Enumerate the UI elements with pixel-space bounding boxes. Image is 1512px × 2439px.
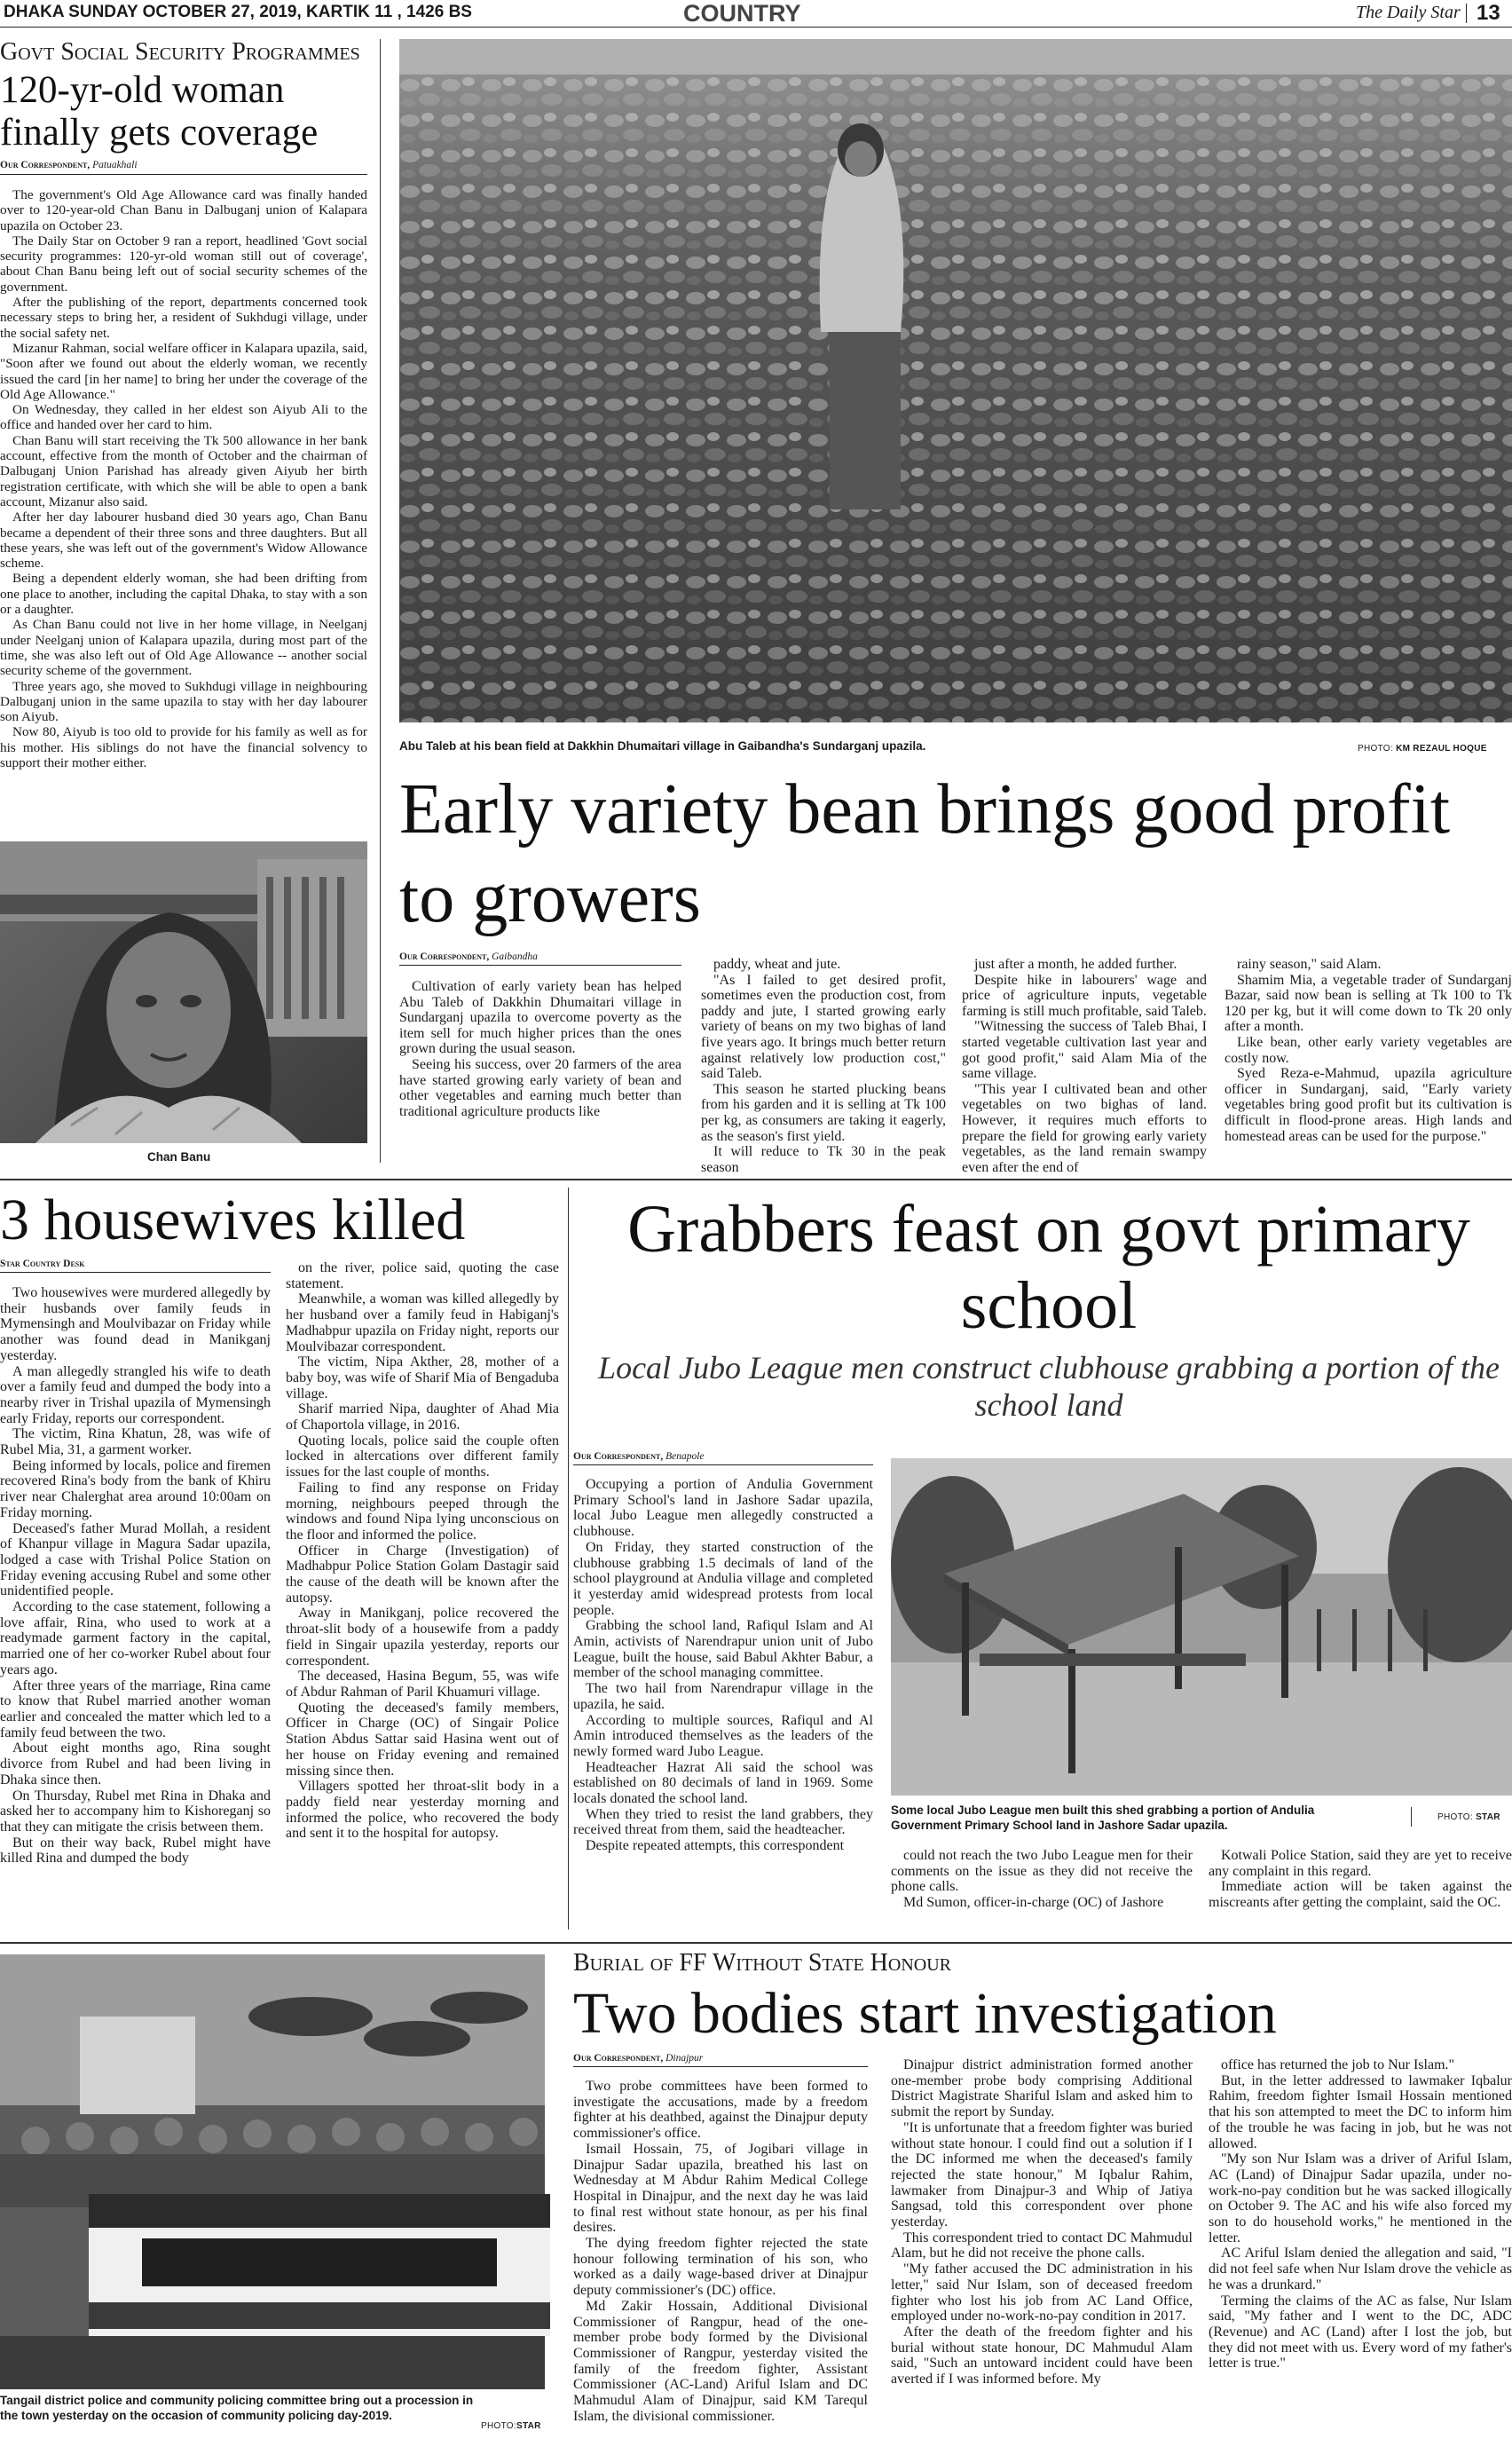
housewives-headline: 3 housewives killed xyxy=(0,1188,466,1252)
paragraph: But on their way back, Rubel might have killed Rina and dumped the body xyxy=(0,1835,271,1867)
paragraph: Chan Banu will start receiving the Tk 500 allowance in her bank account, effective from the month of October and the chairman of Dalbuganj Union Parishad has already given Aiyub her birth registration certificate, with which she will be able to open a bank account, Mizanur also said. xyxy=(0,432,367,509)
paragraph: Two probe committees have been formed to investigate the accusations, made by a freedom fighter at his deathbed, against the Dinajpur deputy commissioner's office. xyxy=(573,2079,868,2142)
paragraph: The dying freedom fighter rejected the state honour following termination of his son, who worked as a daily wage-based driver at Dinajpur deputy commissioner's (DC) office. xyxy=(573,2236,868,2299)
grabbers-col-2 xyxy=(891,1848,1193,1928)
byline: Our Correspondent, Patuakhali xyxy=(0,160,367,175)
paragraph: This correspondent tried to contact DC Mahmudul Alam, but he did not receive the phone calls. xyxy=(891,2230,1193,2261)
paragraph: Deceased's father Murad Mollah, a resident of Khanpur village in Magura Sadar upazila, lodged a case with Trishal Police Station on Friday evening accusing Rubel and some other unidentified people. xyxy=(0,1520,271,1599)
paragraph: on the river, police said, quoting the case statement. xyxy=(286,1260,559,1291)
paragraph: Md Zakir Hossain, Additional Divisional Commissioner of Rangpur, head of the one-member probe body formed by the Divisional Commissioner of Rangpur, yesterday visited the family of the freedom fighter, Assistant Commissioner (AC-Land) Ariful Islam and DC Mahmudul Alam of Dinajpur, said KM Tarequl Islam, the divisional commissioner. xyxy=(573,2298,868,2424)
paragraph: Ismail Hossain, 75, of Jogibari village in Dinajpur Sadar upazila, breathed his last on Wednesday at M Abdur Rahim Medical College Hospital in Dinajpur, and the next day he was laid to final rest without state honour, as per his final desires. xyxy=(573,2141,868,2236)
kicker: Govt Social Security Programmes xyxy=(0,38,360,66)
paragraph: Headteacher Hazrat Ali said the school was established on 80 decimals of land in 1969. Some locals donated the school land. xyxy=(573,1759,873,1807)
paragraph: Like bean, other early variety vegetables are costly now. xyxy=(1225,1034,1512,1066)
paragraph: When they tried to resist the land grabbers, they received threat from them, said the headteacher. xyxy=(573,1806,873,1838)
paragraph: It will reduce to Tk 30 in the peak season xyxy=(701,1144,946,1175)
paragraph: Despite repeated attempts, this correspondent xyxy=(586,1838,845,1854)
paragraph: Kotwali Police Station, said they are yet to receive any complaint in this regard. xyxy=(1209,1848,1512,1879)
paragraph: rainy season," said Alam. xyxy=(1237,957,1382,972)
chan-banu-photo xyxy=(0,841,367,1143)
bean-col-3 xyxy=(962,957,1207,1175)
shed-photo xyxy=(891,1458,1512,1796)
paragraph: office has returned the job to Nur Islam." xyxy=(1221,2057,1455,2072)
paragraph: Immediate action will be taken against the miscreants after getting the complaint, said the OC. xyxy=(1209,1879,1512,1911)
paragraph: Three years ago, she moved to Sukhdugi village in neighbouring Dalbuganj union in the same upazila to stay with her day labourer son Aiyub. xyxy=(0,678,367,725)
paragraph: Grabbing the school land, Rafiqul Islam and Al Amin, activists of Narendrapur union unit of Jubo League, built the house, said Babul Akhter Babur, a member of the school managing committee. xyxy=(573,1618,873,1681)
paragraph: The deceased, Hasina Begum, 55, was wife of Abdur Rahman of Paril Khuamuri village. xyxy=(286,1669,559,1700)
procession-caption: Tangail district police and community policing committee bring out a procession in the town yesterday on the occasion of community policing day-2019. xyxy=(0,2394,474,2422)
ff-col-2 xyxy=(891,2057,1193,2434)
paragraph: "This year I cultivated bean and other vegetables on two bighas of land. However, it requires much efforts to prepare the field for growing early variety vegetables, as the land remain swampy even after the end of xyxy=(962,1081,1207,1175)
paragraph: Two housewives were murdered allegedly by their husbands over family feuds in Mymensingh and Moulvibazar on Friday while another was found dead in Manikganj yesterday. xyxy=(0,1285,271,1363)
ff-kicker: Burial of FF Without State Honour xyxy=(573,1949,952,1977)
article-body xyxy=(0,187,367,810)
housewives-byline: Star Country Desk xyxy=(0,1259,271,1273)
paragraph: On Wednesday, they called in her eldest son Aiyub Ali to the office and handed over her card to him. xyxy=(0,402,367,433)
paper-name: The Daily Star xyxy=(1356,3,1461,22)
paragraph: Dinajpur district administration formed another one-member probe body comprising Additional District Magistrate Shariful Islam and asked him to submit the report by Sunday. xyxy=(891,2057,1193,2120)
procession-credit: PHOTO:STAR xyxy=(481,2421,541,2431)
paragraph: After three years of the marriage, Rina came to know that Rubel married another woman earlier and concealed the matter which led to a family feud between the two. xyxy=(0,1677,271,1740)
ff-col-1 xyxy=(573,2079,868,2434)
paragraph: "As I failed to get desired profit, sometimes even the production cost, from paddy and jute, I started growing early variety of beans on my two bighas of land five years ago. It brings much better return against relatively low production cost," said Taleb. xyxy=(701,972,946,1082)
date-line: DHAKA SUNDAY OCTOBER 27, 2019, KARTIK 11 , 1426 BS xyxy=(4,3,472,21)
paragraph: Shamim Mia, a vegetable trader of Sundarganj Bazar, said now bean is selling at Tk 100 to Tk 120 per kg, but it will come down to Tk 20 only after a month. xyxy=(1225,972,1512,1035)
paragraph: Being informed by locals, police and firemen recovered Rina's body from the bank of Khiru river near Chalerghat area around 10:00am on Friday morning. xyxy=(0,1457,271,1520)
masthead xyxy=(0,0,1512,28)
paragraph: paddy, wheat and jute. xyxy=(713,957,841,972)
bean-byline: Our Correspondent, Gaibandha xyxy=(399,951,681,966)
paragraph: just after a month, he added further. xyxy=(974,957,1177,972)
paragraph: Quoting locals, police said the couple often locked in altercations over different family issues for the last couple of months. xyxy=(286,1433,559,1480)
housewives-col-1 xyxy=(0,1285,271,1924)
grabbers-headline: Grabbers feast on govt primary school xyxy=(627,1192,1470,1343)
ff-col-3 xyxy=(1209,2057,1512,2434)
paragraph: As Chan Banu could not live in her home village, in Neelganj under Neelganj union of Kalapara upazila, during most part of the time, she was also left out of Old Age Allowance -- another social security scheme of the government. xyxy=(0,617,367,679)
section-name: COUNTRY xyxy=(683,0,801,27)
paragraph: The two hail from Narendrapur village in the upazila, he said. xyxy=(573,1681,873,1712)
bean-col-4 xyxy=(1225,957,1512,1165)
paragraph: A man allegedly strangled his wife to death over a family feud and dumped the body into a nearby river in Trishal upazila of Mymensingh early Friday, reports our correspondent. xyxy=(0,1363,271,1426)
procession-photo xyxy=(0,1954,545,2389)
grabbers-col-1 xyxy=(573,1477,873,1928)
paragraph: Away in Manikganj, police recovered the throat-slit body of a housewife from a paddy field in Singair upazila yesterday, reports our correspondent. xyxy=(286,1606,559,1669)
grabbers-subheadline: Local Jubo League men construct clubhouse grabbing a portion of the school land xyxy=(598,1350,1500,1423)
grabbers-byline: Our Correspondent, Benapole xyxy=(573,1451,873,1465)
paragraph: Despite hike in labourers' wage and price of agriculture inputs, vegetable farming is still much profitable, said Taleb. xyxy=(962,972,1207,1019)
paragraph: The victim, Nipa Akther, 28, mother of a baby boy, was wife of Sharif Mia of Bengaduba village. xyxy=(286,1354,559,1401)
bean-photo-credit: PHOTO: KM REZAUL HOQUE xyxy=(1358,744,1487,754)
paragraph: Sharif married Nipa, daughter of Ahad Mia of Chaportola village, in 2016. xyxy=(286,1401,559,1433)
paragraph: Md Sumon, officer-in-charge (OC) of Jashore xyxy=(903,1895,1164,1911)
shed-caption: Some local Jubo League men built this shed grabbing a portion of Andulia Government Primary School land in Jashore Sadar upazila. xyxy=(891,1804,1315,1832)
paragraph: The government's Old Age Allowance card was finally handed over to 120-year-old Chan Banu in Dalbuganj union of Kalapara upazila on October 23. xyxy=(0,187,367,233)
ff-headline: Two bodies start investigation xyxy=(573,1981,1277,2046)
paragraph: This season he started plucking beans from his garden and it is selling at Tk 100 per kg, as consumers are taking it eagerly, as the season's first yield. xyxy=(701,1081,946,1144)
paragraph: could not reach the two Jubo League men for their comments on the issue as they did not receive the phone calls. xyxy=(891,1848,1193,1895)
paragraph: Failing to find any response on Friday morning, neighbours peeped through the windows and found Nipa lying unconscious on the floor and informed the police. xyxy=(286,1480,559,1543)
paragraph: "It is unfortunate that a freedom fighter was buried without state honour. I could find out a solution if I the DC informed me when the deceased's family rejected the state honour," M Iqbalur Rahim, lawmaker from Dinajpur-3 and Whip of Jatiya Sangsad, told this correspondent over phone yesterday. xyxy=(891,2119,1193,2230)
paragraph: Officer in Charge (Investigation) of Madhabpur Police Station Golam Dastagir said the cause of the death will be known after the autopsy. xyxy=(286,1543,559,1606)
paragraph: The victim, Rina Khatun, 28, was wife of Rubel Mia, 31, a garment worker. xyxy=(0,1426,271,1458)
ff-byline: Our Correspondent, Dinajpur xyxy=(573,2053,868,2067)
paragraph: About eight months ago, Rina sought divorce from Rubel and had been living in Dhaka since then. xyxy=(0,1740,271,1788)
headline: 120-yr-old woman finally gets coverage xyxy=(0,69,319,154)
paragraph: "My father accused the DC administration in his letter," said Nur Islam, son of deceased freedom fighter who lost his job from AC Land Office, employed under no-work-no-pay condition in 2017. xyxy=(891,2261,1193,2325)
shed-credit: PHOTO: STAR xyxy=(1437,1812,1500,1822)
bean-photo-caption: Abu Taleb at his bean field at Dakkhin Dhumaitari village in Gaibandha's Sundarganj upazila. xyxy=(399,739,926,753)
bean-col-1 xyxy=(399,979,681,1165)
paragraph: After the publishing of the report, departments concerned took necessary steps to bring her, a resident of Sukhdugi village, under the social safety net. xyxy=(0,295,367,341)
paragraph: Syed Reza-e-Mahmud, upazila agriculture officer in Sundarganj, said, "Early variety vegetables bring good profit but its cultivation is difficult in flood-prone areas. High lands and homestead areas can be used for the purpose." xyxy=(1225,1066,1512,1144)
paragraph: Now 80, Aiyub is too old to provide for his family as well as for his mother. His siblings do not have the financial solvency to support their mother either. xyxy=(0,724,367,770)
bean-headline: Early variety bean brings good profit to growers xyxy=(399,770,1451,937)
paragraph: "My son Nur Islam was a driver of Ariful Islam, AC (Land) of Dinajpur Sadar upazila, under no-work-no-pay condition but he was sacked illogically on October 9. The AC and his wife also forced my son to do household works," he mentioned in the letter. xyxy=(1209,2151,1512,2246)
paragraph: "Witnessing the success of Taleb Bhai, I started vegetable cultivation last year and got good profit," said Alam Mia of the same village. xyxy=(962,1019,1207,1082)
paragraph: Cultivation of early variety bean has helped Abu Taleb of Dakkhin Dhumaitari village in Sundarganj upazila to overcome poverty as the item sell for much higher prices than the ones grown during the usual season. xyxy=(399,979,681,1057)
paragraph: The Daily Star on October 9 ran a report, headlined 'Govt social security programmes: 120-yr-old woman still out of coverage', about Chan Banu being left out of social security schemes of the government. xyxy=(0,233,367,295)
paragraph: Being a dependent elderly woman, she had been drifting from one place to another, including the capital Dhaka, to stay with a son or a daughter. xyxy=(0,571,367,618)
page-number: 13 xyxy=(1477,1,1500,25)
allowance-story xyxy=(0,39,367,810)
paragraph: On Friday, they started construction of the clubhouse grabbing 1.5 decimals of land of the school playground at Andulia village and completed it yesterday amid widespread protests from local people. xyxy=(573,1539,873,1618)
paragraph: Occupying a portion of Andulia Government Primary School's land in Jashore Sadar upazila, local Jubo League men allegedly constructed a clubhouse. xyxy=(573,1477,873,1540)
bean-field-photo xyxy=(399,39,1512,722)
paragraph: On Thursday, Rubel met Rina in Dhaka and asked her to accompany him to Kishoreganj so that they can mitigate the crisis between them. xyxy=(0,1788,271,1835)
paragraph: Villagers spotted her throat-slit body in a paddy field near yesterday morning and informed the police, who recovered the body and sent it to the hospital for autopsy. xyxy=(286,1779,559,1842)
paragraph: AC Ariful Islam denied the allegation and said, "I did not feel safe when Nur Islam drove the vehicle as he was a drunkard." xyxy=(1209,2246,1512,2293)
paragraph: After her day labourer husband died 30 years ago, Chan Banu became a dependent of their three sons and three daughters. But all these years, she was left out of the government's Widow Allowance scheme. xyxy=(0,509,367,572)
bean-col-2 xyxy=(701,957,946,1175)
paragraph: Seeing his success, over 20 farmers of the area have started growing early variety of bean and other vegetables and earning much better than traditional agriculture products like xyxy=(399,1056,681,1119)
paragraph: Mizanur Rahman, social welfare officer in Kalapara upazila, said, "Soon after we found out about the elderly woman, we recently issued the card [in her name] to bring her under the coverage of the Old Age Allowance." xyxy=(0,340,367,402)
paragraph: Terming the claims of the AC as false, Nur Islam said, "My father and I went to the DC, ADC (Revenue) and AC (Land) after I lost the job, but they did not meet with us. Every word of my father's letter is true." xyxy=(1209,2293,1512,2372)
chan-banu-caption: Chan Banu xyxy=(147,1150,211,1164)
paragraph: But, in the letter addressed to lawmaker Iqbalur Rahim, freedom fighter Ismail Hossain mentioned that his son attempted to meet the DC to inform him of the trouble he was facing in job, but he was not allowed. xyxy=(1209,2072,1512,2151)
housewives-col-2 xyxy=(286,1260,559,1924)
paragraph: According to the case statement, following a love affair, Rina, who used to work at a readymade garment factory in the capital, married one of her co-worker Rubel about four years ago. xyxy=(0,1599,271,1677)
paragraph: Meanwhile, a woman was killed allegedly by her husband over a family feud in Habiganj's Madhabpur upazila on Friday night, reports our Moulvibazar correspondent. xyxy=(286,1291,559,1354)
grabbers-col-3 xyxy=(1209,1848,1512,1928)
paragraph: Quoting the deceased's family members, Officer in Charge (OC) of Singair Police Station Abdus Sattar said Hasina went out of her house on Friday evening and remained missing since then. xyxy=(286,1700,559,1779)
paragraph: After the death of the freedom fighter and his burial without state honour, DC Mahmudul Alam said, "Such an untoward incident could have been averted if I was informed before. My xyxy=(891,2324,1193,2388)
paragraph: According to multiple sources, Rafiqul and Al Amin introduced themselves as the leaders of the newly formed ward Jubo League. xyxy=(573,1712,873,1759)
